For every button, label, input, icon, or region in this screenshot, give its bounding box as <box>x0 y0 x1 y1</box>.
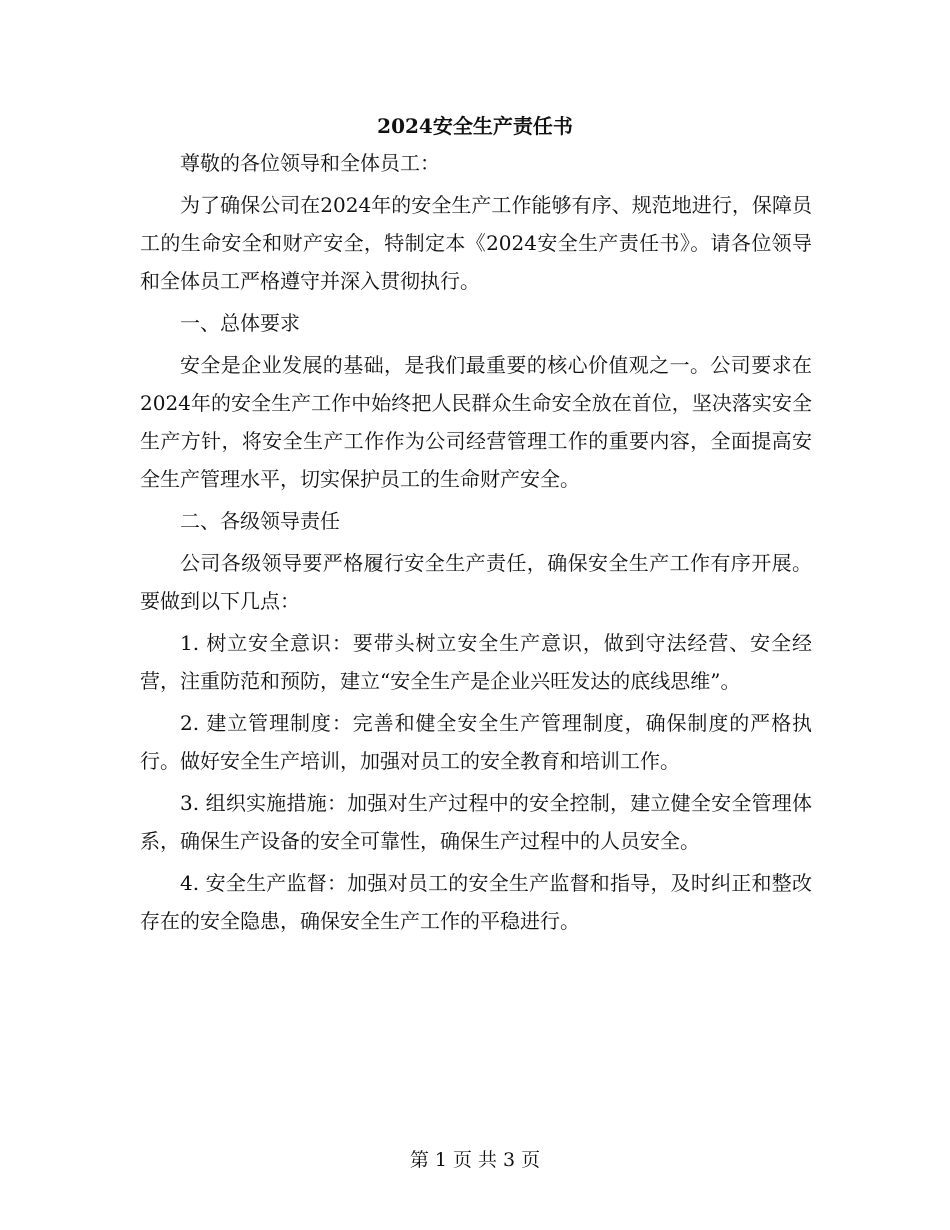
page-number: 第 1 页 共 3 页 <box>409 1149 541 1171</box>
list-item-2: 2. 建立管理制度：完善和健全安全生产管理制度，确保制度的严格执行。做好安全生产培训，加强对员工的安全教育和培训工作。 <box>140 711 812 773</box>
general-requirements-paragraph: 安全是企业发展的基础，是我们最重要的核心价值观之一。公司要求在2024年的安全生产工作中始终把人民群众生命安全放在首位，坚决落实安全生产方针，将安全生产工作作为公司经营管理工作的重要内容，全面提高安全生产管理水平，切实保护员工的生命财产安全。 <box>140 353 812 491</box>
list-item-1: 1. 树立安全意识：要带头树立安全生产意识，做到守法经营、安全经营，注重防范和预防，建立“安全生产是企业兴旺发达的底线思维”。 <box>140 631 812 693</box>
section-heading-general: 一、总体要求 <box>180 311 300 335</box>
document-title: 2024安全生产责任书 <box>377 114 573 138</box>
intro-paragraph: 为了确保公司在2024年的安全生产工作能够有序、规范地进行，保障员工的生命安全和财产安全，特制定本《2024安全生产责任书》。请各位领导和全体员工严格遵守并深入贯彻执行。 <box>140 193 812 293</box>
document-body <box>140 144 812 940</box>
list-item-3: 3. 组织实施措施：加强对生产过程中的安全控制，建立健全安全管理体系，确保生产设备的安全可靠性，确保生产过程中的人员安全。 <box>140 791 812 853</box>
salutation: 尊敬的各位领导和全体员工： <box>180 151 440 175</box>
leadership-intro-paragraph: 公司各级领导要严格履行安全生产责任，确保安全生产工作有序开展。要做到以下几点： <box>140 551 812 613</box>
list-item-4: 4. 安全生产监督：加强对员工的安全生产监督和指导，及时纠正和整改存在的安全隐患，确保安全生产工作的平稳进行。 <box>140 871 812 933</box>
section-heading-leadership: 二、各级领导责任 <box>180 509 340 533</box>
